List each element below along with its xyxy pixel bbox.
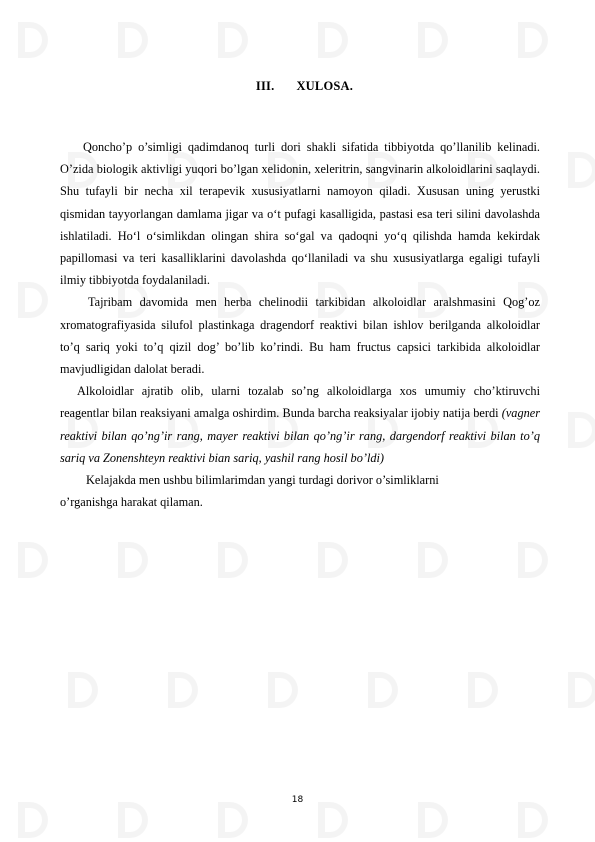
watermark-glyph (218, 802, 248, 838)
watermark-glyph (218, 22, 248, 58)
paragraph-4 (60, 469, 540, 513)
paragraph-4-line-1: Kelajakda men ushbu bilimlarimdan yangi turdagi dorivor o’simliklarni (86, 473, 439, 488)
page-number: 18 (291, 795, 304, 805)
paragraph-2: Tajribam davomida men herba chelinodii tarkibidan alkoloidlar aralshmasini Qog’oz xromatografiyasida silufol plastinkaga dragendorf reaktivi bilan ishlov berilganda alkoloidlar to’q sariq yoki to’q qizil dog’ bo’lib ko’rindi. Bu ham fructus capsici tarkibida alkoloidlar mavjudligidan dalolat beradi. (60, 295, 540, 377)
watermark-glyph (568, 152, 595, 188)
watermark-glyph (568, 412, 595, 448)
watermark-glyph (218, 542, 248, 578)
watermark-glyph (268, 672, 298, 708)
watermark-glyph (18, 802, 48, 838)
watermark-glyph (18, 22, 48, 58)
watermark-glyph (118, 542, 148, 578)
paragraph-3 (60, 380, 540, 469)
watermark-glyph (168, 672, 198, 708)
paragraph-4-line-2: o’rganishga harakat qilaman. (60, 495, 203, 510)
watermark-glyph (568, 672, 595, 708)
watermark-glyph (518, 22, 548, 58)
watermark-glyph (318, 542, 348, 578)
document-body (60, 136, 540, 513)
watermark-glyph (518, 542, 548, 578)
watermark-glyph (318, 802, 348, 838)
section-heading (0, 79, 595, 94)
watermark-glyph (18, 282, 48, 318)
watermark-glyph (118, 802, 148, 838)
watermark-glyph (518, 802, 548, 838)
paragraph-3-italic-note: (vagner reaktivi bilan qo’ng’ir rang, mayer reaktivi bilan qo’ng’ir rang, dargendorf reaktivi bilan to’q sariq va Zonenshteyn reaktivi bian sariq, yashil rang hosil bo’ldi) (60, 406, 540, 465)
paragraph-1: Qoncho’p o’simligi qadimdanoq turli dori shakli sifatida tibbiyotda qo’llanilib kelinadi. O’zida biologik aktivligi yuqori bo’lgan xelidonin, xeleritrin, sangvinarin alkoloidlarini saqlaydi. Shu tufayli bir necha xil terapevik xususiyatlarni namoyon qiladi. Xususan uning yerustki qismidan tayyorlangan damlama jigar va o‘t pufagi kasalligida, pastasi esa teri silini davolashda ishlatiladi. Ho‘l o‘simlikdan olingan shira so‘gal va qadoqni yo‘q qilishda hamda kekirdak papillomasi va teri kasalliklarini davolashda qo‘llaniladi va shu xususiyatlarga egaligi tufayli ilmiy tibbiyotda foydalaniladi. (60, 140, 540, 288)
watermark-glyph (418, 802, 448, 838)
watermark-glyph (118, 22, 148, 58)
watermark-glyph (418, 22, 448, 58)
watermark-glyph (68, 672, 98, 708)
section-title: XULOSA. (296, 79, 354, 93)
watermark-glyph (318, 22, 348, 58)
watermark-glyph (418, 542, 448, 578)
watermark-glyph (18, 542, 48, 578)
watermark-glyph (468, 672, 498, 708)
section-number: III. (255, 79, 275, 93)
watermark-glyph (368, 672, 398, 708)
paragraph-3-text: Alkoloidlar ajratib olib, ularni tozalab so’ng alkoloidlarga xos umumiy cho’ktiruvchi reagentlar bilan reaksiyani amalga oshirdim. Bunda barcha reaksiyalar ijobiy natija berdi (60, 384, 540, 421)
